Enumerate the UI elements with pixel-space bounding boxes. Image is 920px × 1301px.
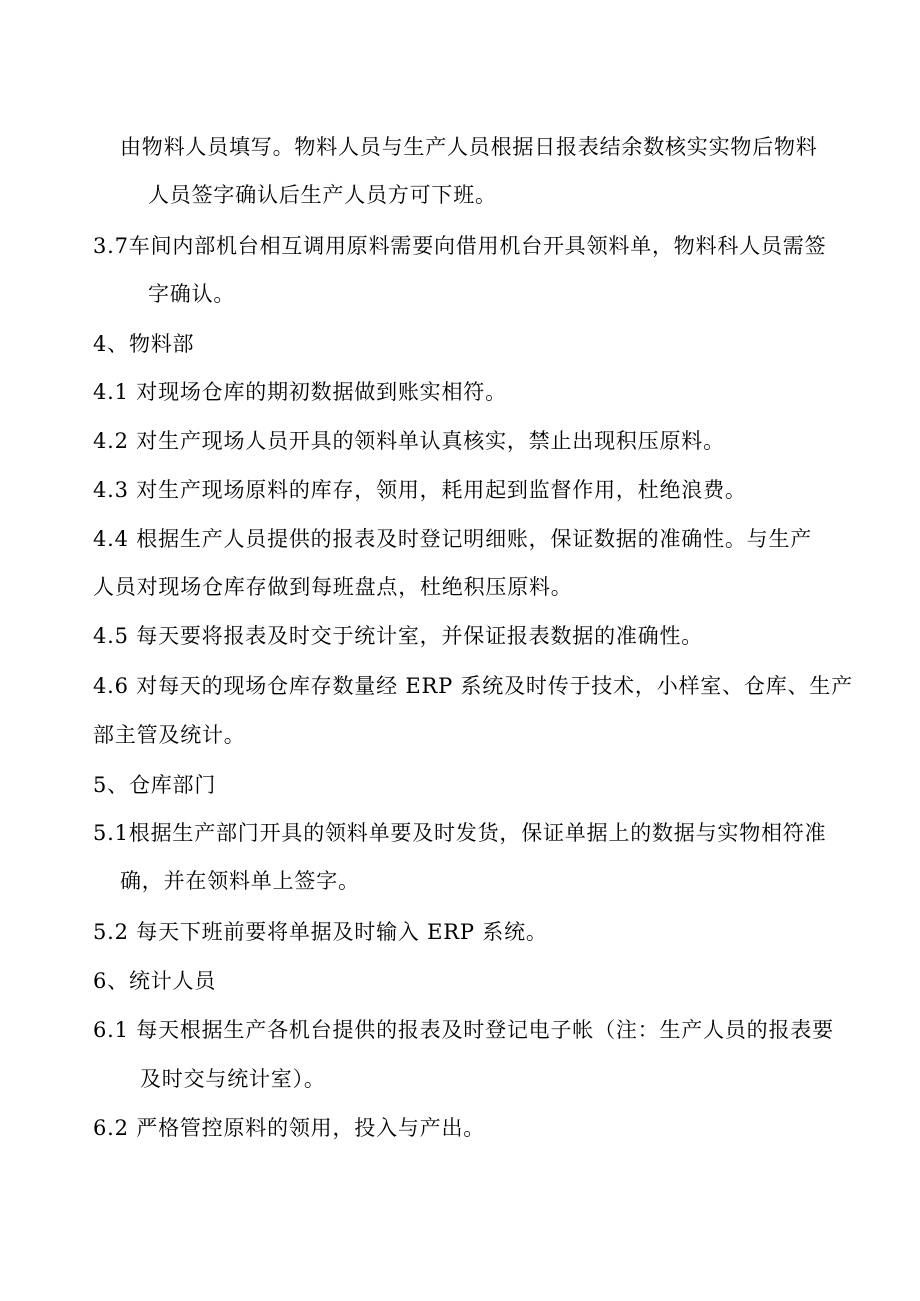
- paragraph-line: 4.3 对生产现场原料的库存，领用，耗用起到监督作用，杜绝浪费。: [93, 478, 747, 502]
- paragraph-line: 确，并在领料单上签字。: [120, 869, 360, 893]
- paragraph-line: 3.7车间内部机台相互调用原料需要向借用机台开具领料单，物料科人员需签: [93, 234, 827, 258]
- paragraph-line: 6.1 每天根据生产各机台提供的报表及时登记电子帐（注：生产人员的报表要: [93, 1018, 834, 1042]
- section-heading: 6、统计人员: [93, 969, 217, 993]
- paragraph-line: 4.4 根据生产人员提供的报表及时登记明细账，保证数据的准确性。与生产: [93, 527, 813, 551]
- paragraph-line: 5.2 每天下班前要将单据及时输入 ERP 系统。: [93, 920, 548, 944]
- paragraph-line: 由物料人员填写。物料人员与生产人员根据日报表结余数核实实物后物料: [120, 135, 818, 159]
- paragraph-line: 5.1根据生产部门开具的领料单要及时发货，保证单据上的数据与实物相符准: [93, 821, 827, 845]
- paragraph-line: 人员对现场仓库存做到每班盘点，杜绝积压原料。: [93, 575, 573, 599]
- paragraph-line: 4.1 对现场仓库的期初数据做到账实相符。: [93, 380, 507, 404]
- section-heading: 4、物料部: [93, 332, 195, 356]
- paragraph-line: 6.2 严格管控原料的领用，投入与产出。: [93, 1116, 486, 1140]
- paragraph-line: 4.6 对每天的现场仓库存数量经 ERP 系统及时传于技术，小样室、仓库、生产: [93, 674, 853, 698]
- section-heading: 5、仓库部门: [93, 773, 217, 797]
- paragraph-line: 字确认。: [148, 282, 236, 306]
- paragraph-line: 4.5 每天要将报表及时交于统计室，并保证报表数据的准确性。: [93, 624, 704, 648]
- paragraph-line: 4.2 对生产现场人员开具的领料单认真核实，禁止出现积压原料。: [93, 429, 725, 453]
- paragraph-line: 部主管及统计。: [93, 723, 246, 747]
- paragraph-line: 人员签字确认后生产人员方可下班。: [148, 183, 497, 207]
- paragraph-line: 及时交与统计室）。: [140, 1067, 326, 1091]
